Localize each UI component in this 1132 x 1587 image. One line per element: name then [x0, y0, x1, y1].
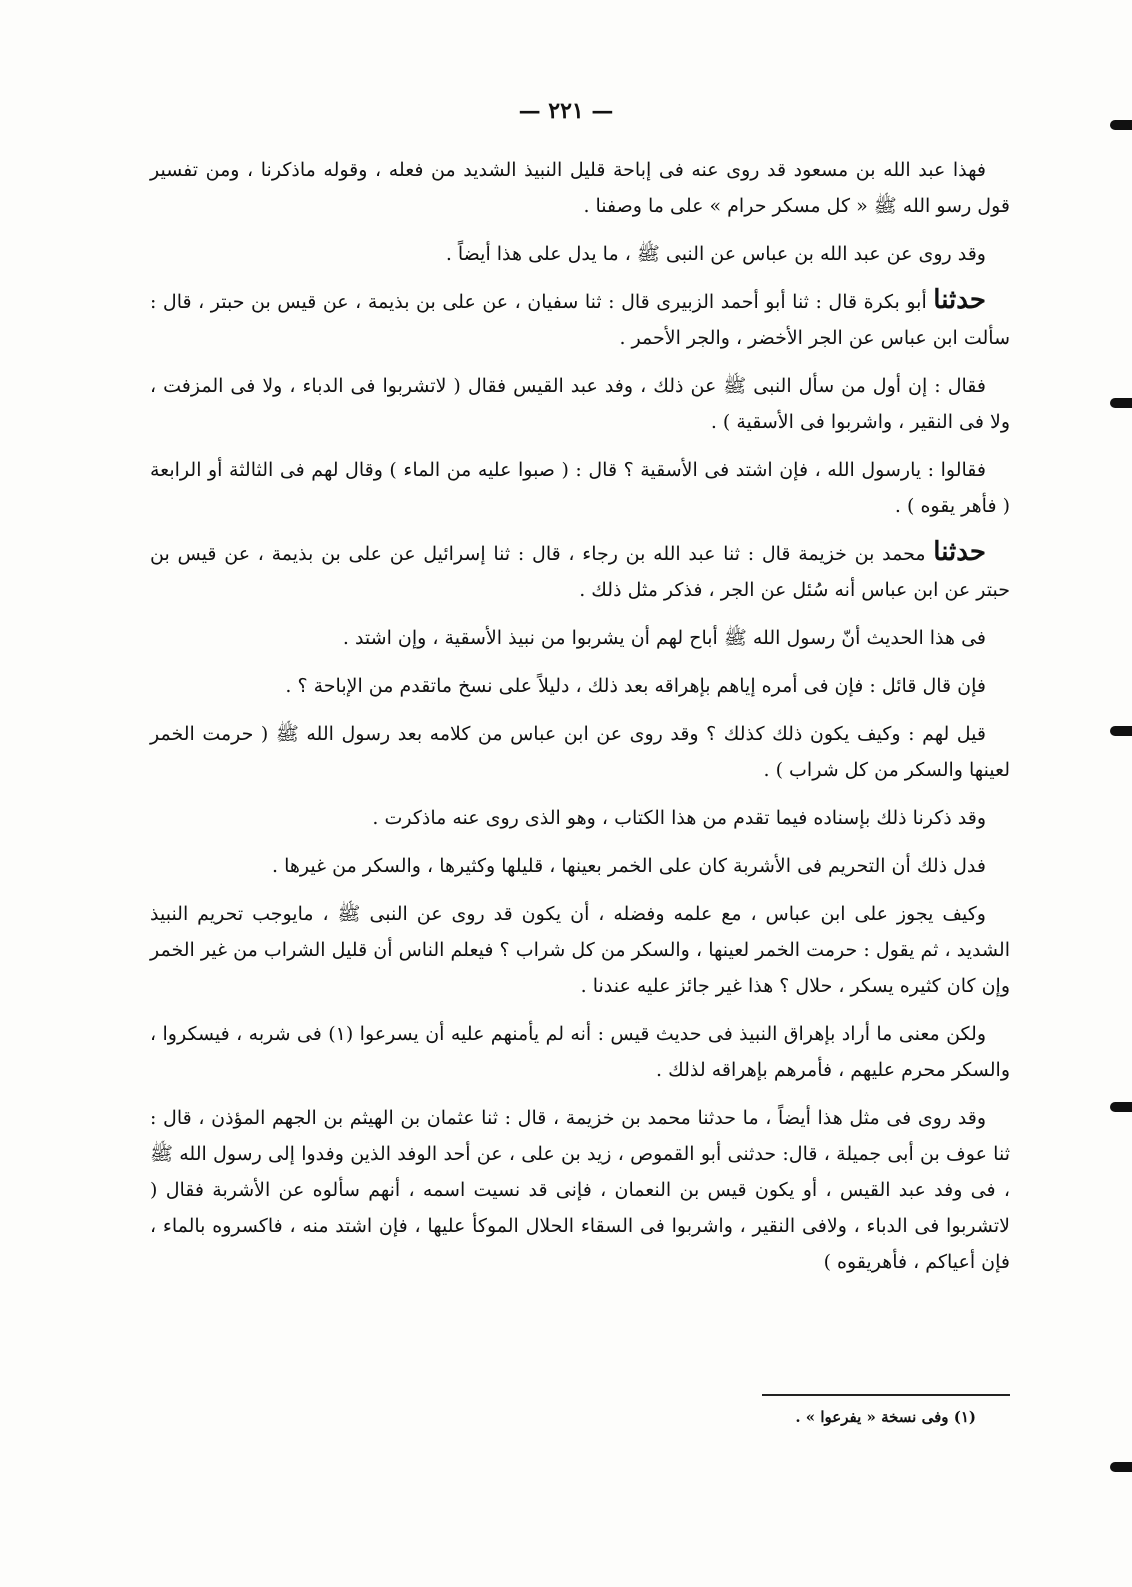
paragraph-text: فى هذا الحديث أنّ رسول الله ﷺ أباح لهم أن يشربوا من نبيذ الأسقية ، وإن اشتد .: [342, 627, 986, 649]
lead-word: حدثنا: [933, 537, 986, 567]
page-edge-mark: [1110, 1102, 1132, 1112]
paragraph: [150, 234, 1010, 272]
lead-word: حدثنا: [933, 285, 986, 315]
page-edge-mark: [1110, 726, 1132, 736]
paragraph-text: وقد ذكرنا ذلك بإسناده فيما تقدم من هذا الكتاب ، وهو الذى روى عنه ماذكرت .: [372, 807, 986, 829]
paragraph: [150, 150, 1010, 224]
paragraph: [150, 282, 1010, 356]
paragraph: [150, 798, 1010, 836]
paragraph-text: أبو بكرة قال : ثنا أبو أحمد الزبيرى قال : ثنا سفيان ، عن على بن بذيمة ، عن قيس بن حبتر ، قال : سألت ابن عباس عن الجر الأخضر ، والجر الأحمر .: [150, 291, 1010, 349]
page-edge-mark: [1110, 1462, 1132, 1472]
paragraph-text: قيل لهم : وكيف يكون ذلك كذلك ؟ وقد روى عن ابن عباس من كلامه بعد رسول الله ﷺ ( حرمت الخمر لعينها والسكر من كل شراب ) .: [150, 723, 1010, 781]
paragraph: [150, 366, 1010, 440]
paragraph: [150, 618, 1010, 656]
paragraph-text: وقد روى فى مثل هذا أيضاً ، ما حدثنا محمد بن خزيمة ، قال : ثنا عثمان بن الهيثم بن الجهم المؤذن ، قال : ثنا عوف بن أبى جميلة ، قال: حدثنى أبو القموص ، زيد بن على ، عن أحد الوفد الذين وفدوا إلى رسول الله ﷺ ، فى وفد عبد القيس ، أو يكون قيس بن النعمان ، فإنى قد نسيت اسمه ، أنهم سألوه عن الأشربة فقال ( لاتشربوا فى الدباء ، ولافى النقير ، واشربوا فى السقاء الحلال الموكأ عليها ، فإن اشتد منه ، فاكسروه بالماء ، فإن أعياكم ، فأهريقوه ): [150, 1107, 1010, 1273]
paragraph-text: وقد روى عن عبد الله بن عباس عن النبى ﷺ ، ما يدل على هذا أيضاً .: [445, 243, 986, 265]
paragraph-text: فقال : إن أول من سأل النبى ﷺ عن ذلك ، وفد عبد القيس فقال ( لاتشربوا فى الدباء ، ولا فى المزفت ، ولا فى النقير ، واشربوا فى الأسقية ) .: [150, 375, 1010, 433]
paragraph-text: محمد بن خزيمة قال : ثنا عبد الله بن رجاء ، قال : ثنا إسرائيل عن على بن بذيمة ، عن قيس بن حبتر عن ابن عباس أنه سُئل عن الجر ، فذكر مثل ذلك .: [150, 543, 1010, 601]
paragraph: [150, 1014, 1010, 1088]
paragraph-text: فهذا عبد الله بن مسعود قد روى عنه فى إباحة قليل النبيذ الشديد من فعله ، وقوله ماذكرنا ، ومن تفسير قول رسو الله ﷺ « كل مسكر حرام » على ما وصفنا .: [150, 159, 1010, 217]
body-text: [150, 150, 1010, 1290]
page-number: — ٢٢١ —: [518, 98, 614, 124]
footnote: (١) وفى نسخة « يفرعوا » .: [795, 1408, 976, 1426]
paragraph-text: فإن قال قائل : فإن فى أمره إياهم بإهراقه بعد ذلك ، دليلاً على نسخ ماتقدم من الإباحة ؟ .: [285, 675, 986, 697]
paragraph-text: فدل ذلك أن التحريم فى الأشربة كان على الخمر بعينها ، قليلها وكثيرها ، والسكر من غيرها .: [272, 855, 986, 877]
paragraph: [150, 666, 1010, 704]
page-edge-mark: [1110, 398, 1132, 408]
paragraph: [150, 846, 1010, 884]
paragraph: [150, 1098, 1010, 1280]
paragraph: [150, 714, 1010, 788]
paragraph: [150, 450, 1010, 524]
footnote-divider: [762, 1394, 1010, 1396]
paragraph: [150, 894, 1010, 1004]
paragraph-text: وكيف يجوز على ابن عباس ، مع علمه وفضله ، أن يكون قد روى عن النبى ﷺ ، مايوجب تحريم النبيذ الشديد ، ثم يقول : حرمت الخمر لعينها ، والسكر من كل شراب ؟ فيعلم الناس أن قليل الشراب من غير الخمر وإن كان كثيره يسكر ، حلال ؟ هذا غير جائز عليه عندنا .: [150, 903, 1010, 997]
paragraph-text: ولكن معنى ما أراد بإهراق النبيذ فى حديث قيس : أنه لم يأمنهم عليه أن يسرعوا (١) فى شربه ، فيسكروا ، والسكر محرم عليهم ، فأمرهم بإهراقه لذلك .: [150, 1023, 1010, 1081]
paragraph-text: فقالوا : يارسول الله ، فإن اشتد فى الأسقية ؟ قال : ( صبوا عليه من الماء ) وقال لهم فى الثالثة أو الرابعة ( فأهر يقوه ) .: [150, 459, 1010, 517]
page-edge-mark: [1110, 120, 1132, 130]
paragraph: [150, 534, 1010, 608]
